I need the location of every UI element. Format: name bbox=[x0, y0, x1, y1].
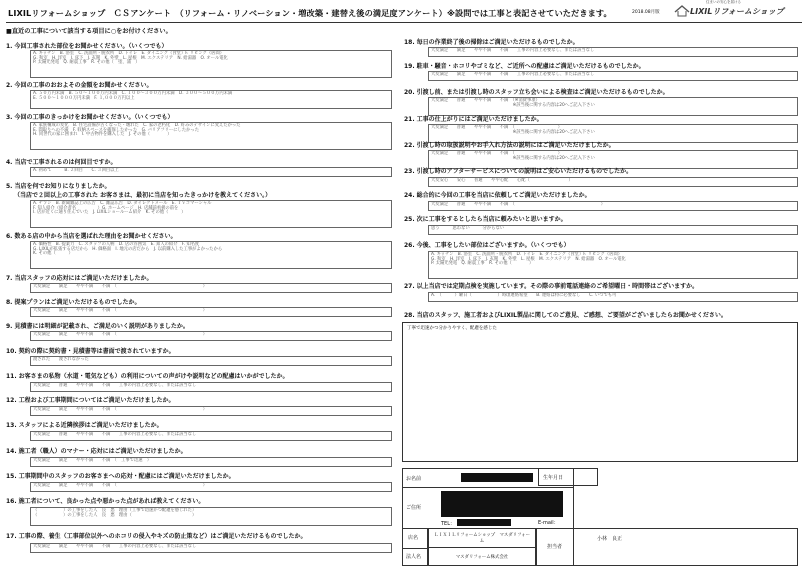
question-5: 5. 当店を何でお知りになりましたか。 bbox=[6, 183, 111, 190]
answer-2[interactable]: A. ５０万円未満 B. ５０～１００万円未満 C. １００～３００万円未満 D. ３００～５００万円未満 E. ５００～１０００万円未満 F. １,０００万円以上 bbox=[30, 90, 392, 109]
question-26: 26. 今後、工事をしたい部位はございますか。（いくつでも） bbox=[404, 242, 570, 249]
house-logo-icon bbox=[674, 4, 690, 18]
answer-23[interactable]: 大変安心 安心 普通 やや心配 心配（ ） bbox=[428, 177, 798, 187]
comment-box[interactable] bbox=[402, 322, 798, 462]
question-28: 28. 当店のスタッフ、施工者およびLIXIL製品に関してのご意見、ご感想、ご要望がございましたらお聞かせください。 bbox=[404, 312, 727, 319]
answer-19[interactable]: 大変満足 満足 やや不満 不満 工事の内容上必要なし、または該当なし bbox=[428, 71, 798, 81]
shop-info bbox=[428, 528, 536, 566]
answer-5[interactable]: A. チラシ B. 新聞雑誌上の広告 C. 雑誌広告 D. ダイレクトメール E. ＴＶコマーシャル F. 知人紹介（紹介者名 ）G. ホームページ H. 店舗前看板の前を I. 店が近くに通り住んでいた J. LIXILショールーム紹介 K. その他（ ） bbox=[30, 200, 392, 228]
shop-label: 店名 bbox=[408, 535, 419, 541]
answer-15[interactable]: 大変満足 満足 やや不満 不満 （ ） bbox=[30, 482, 392, 492]
question-22: 22. 引渡し時の取扱説明やお手入れ方法の説明にはご満足いただけましたか。 bbox=[404, 142, 615, 149]
birthdate-field[interactable] bbox=[538, 468, 598, 486]
shop-name: ＬＩＸＩＬリフォームショップ マスダリフォーム bbox=[429, 529, 535, 548]
survey-intro: ■直近の工事について該当する項目に○をお付けください。 bbox=[6, 28, 172, 35]
name-redacted bbox=[461, 473, 533, 482]
logo-name: LIXILリフォームショップ bbox=[690, 7, 784, 16]
answer-12[interactable]: 大変満足 満足 やや不満 不満 （ ） bbox=[30, 406, 392, 416]
header-divider bbox=[6, 22, 802, 23]
brand-logo bbox=[672, 0, 800, 20]
question-13: 13. スタッフによる近隣挨拶はご満足いただけましたか。 bbox=[6, 422, 163, 429]
question-27: 27. 以上当店では定期点検を実施しています。その際の事前電話連絡のご希望曜日・時間帯はございますか。 bbox=[404, 283, 699, 290]
answer-18[interactable]: 大変満足 満足 やや不満 不満 工事の内容上必要なし、または該当なし bbox=[428, 47, 798, 57]
name-row-divider bbox=[403, 487, 573, 488]
question-1: 1. 今回工事された部位をお聞かせください。（いくつでも） bbox=[6, 43, 168, 50]
answer-3[interactable]: A. 家族構成の変化 B. 住宅設備が古くなった・壊れた C. 家の老朽化 D. 好みのデザインに変えたかった E. 間取りへの不満 F. 収納スペースを確保したかった G. バリアフリーにしたかった H. 同世代の家に囲まれ I. 中古物件を購入した J. その他（ ） bbox=[30, 122, 392, 150]
tel-redacted bbox=[457, 519, 511, 526]
email-label: E-mail： bbox=[538, 520, 559, 526]
answer-27[interactable]: A. （ ）曜日（ ）時頃連絡希望 B. 連絡は特に必要なし C. いつでも可 bbox=[428, 292, 798, 302]
question-12: 12. 工程および工事期間についてはご満足いただけましたか。 bbox=[6, 397, 175, 404]
tel-label: TEL： bbox=[441, 521, 455, 527]
answer-4[interactable]: A. 初めて B. ２回目 C. ３回目以上 bbox=[30, 167, 392, 177]
question-5-note: （当店で２回以上の工事された お客さまは、最初に当店を知ったきっかけを教えてください。） bbox=[14, 192, 272, 199]
question-17: 17. 工事の際、養生（工事部位以外へのホコリの侵入やキズの防止策など）はご満足いただけるものでしたか。 bbox=[6, 533, 307, 540]
question-25: 25. 次に工事をするとしたら当店に頼みたいと思いますか。 bbox=[404, 216, 567, 223]
question-11: 11. お客さまの私物（水道・電気なども）の利用についての声がけや説明などの配慮はいかがでしたか。 bbox=[6, 373, 289, 380]
address-redacted bbox=[441, 491, 563, 517]
question-2: 2. 今回の工事のおおよその金額をお聞かせください。 bbox=[6, 82, 153, 89]
answer-9[interactable]: 大変満足 満足 やや不満 不満 （ ） bbox=[30, 331, 392, 341]
address-label: ご住所 bbox=[406, 505, 422, 511]
answer-10[interactable]: 渡された 渡されなかった bbox=[30, 356, 392, 366]
answer-14[interactable]: 大変満足 満足 やや不満 不満 （ 工事で迅速 ） bbox=[30, 457, 392, 467]
question-3: 3. 今回の工事のきっかけをお聞かせください。（いくつでも） bbox=[6, 114, 174, 121]
question-9: 9. 見積書には明細が記載され、ご満足のいく説明がありましたか。 bbox=[6, 323, 189, 330]
question-4: 4. 当店で工事されるのは何回目ですか。 bbox=[6, 159, 117, 166]
answer-17[interactable]: 大変満足 満足 やや不満 不満 工事の内容上必要なし、または該当なし bbox=[30, 543, 392, 553]
version-date: 2018.08月版 bbox=[632, 10, 660, 15]
staff-box bbox=[536, 528, 798, 566]
question-8: 8. 提案プランはご満足いただけるものでしたか。 bbox=[6, 299, 141, 306]
shop-label-cell bbox=[402, 528, 428, 566]
question-15: 15. 工事期間中のスタッフのお客さまへの応対・配慮にはご満足いただけましたか。 bbox=[6, 473, 235, 480]
question-10: 10. 契約の際に契約書・見積書等は書面で渡されていますか。 bbox=[6, 348, 175, 355]
shop-cell-divider bbox=[403, 548, 427, 549]
question-18: 18. 毎日の作業終了後の掃除はご満足いただけるものでしたか。 bbox=[404, 39, 579, 46]
answer-13[interactable]: 大変満足 普通 やや不満 不満 工事の内容上必要なし、または該当なし bbox=[30, 431, 392, 441]
company-name: マスダリフォーム株式会社 bbox=[455, 555, 509, 560]
answer-6[interactable]: A. 価格性 B. 提案力 C. スタッフの人柄 D. 店の雰囲気 E. 知人の紹介 F. 知名度 G. LIXILが拡張する店だから H. 価格面 I. 地元の店だから J. 以前購入した工事がよかったから K. その他（ ） bbox=[30, 241, 392, 269]
answer-22[interactable]: 大変満足 普通 やや不満 不満 （ ） ※該当後に関する内容は20へご記入下さい bbox=[428, 150, 798, 169]
birth-label: 生年月日 bbox=[543, 475, 564, 481]
answer-16[interactable]: （ ）の工事をした人 良 悪 理由（工事で迅速かつ配慮を感じれた） （ ）の工事をした人 良 悪 理由（ ） bbox=[30, 507, 392, 526]
question-21: 21. 工事の仕上がりにはご満足いただけましたか。 bbox=[404, 116, 543, 123]
question-23: 23. 引渡し時のアフターサービスについての説明はご安心いただけるものでしたか。 bbox=[404, 168, 633, 175]
logo-tagline: 住まいの安心を届ける bbox=[706, 0, 741, 4]
answer-25[interactable]: 思う 思わない 分からない bbox=[428, 225, 798, 235]
question-14: 14. 施工者（職人）のマナー・応対にはご満足いただけましたか。 bbox=[6, 448, 187, 455]
answer-21[interactable]: 大変満足 普通 やや不満 不満 （ ） ※該当後に関する内容は20へご記入下さい bbox=[428, 124, 798, 143]
answer-26[interactable]: A. キッチン B. 浴室 C. 洗面所・脱衣所 D. トイレ E. ダイニング（食堂）F. リビング（居間） G. 和室 H. 洋室 I. 床下 J. 玄関 K. 外壁 L. 屋根 M. エクステリア N. 給湯器 O. オール電化 P. 太陽光発電 Q. 耐震工事 R. その他（ ） bbox=[428, 251, 798, 279]
staff-name: 小林 良正 bbox=[597, 536, 623, 542]
question-24: 24. 総合的に今回の工事を当店に依頼してご満足いただけましたか。 bbox=[404, 192, 591, 199]
staff-label: 担当者 bbox=[547, 544, 563, 550]
staff-divider bbox=[573, 529, 574, 565]
company-label: 法人名 bbox=[406, 554, 422, 560]
question-16: 16. 施工者について、良かった点や悪かった点があれば教えてください。 bbox=[6, 498, 205, 505]
answer-24[interactable]: 大変満足 普通 やや不満 不満 （ ） bbox=[428, 201, 798, 211]
name-label: お名前 bbox=[406, 476, 422, 482]
question-20: 20. 引渡し前、または引渡し時のスタッフ立ち会いによる検査はご満足いただけるものでしたか。 bbox=[404, 89, 669, 96]
answer-7[interactable]: 大変満足 満足 やや不満 不満 （ ） bbox=[30, 283, 392, 293]
question-19: 19. 駐車・騒音・ホコリやゴミなど、ご近所への配慮はご満足いただけるものでしたか。 bbox=[404, 63, 645, 70]
answer-8[interactable]: 大変満足 満足 やや不満 不満 （ ） bbox=[30, 307, 392, 317]
question-6: 6. 数ある店の中から当店を選ばれた理由をお聞かせください。 bbox=[6, 233, 177, 240]
answer-11[interactable]: 大変満足 普通 やや不満 不満 工事の内容上必要なし、または該当なし bbox=[30, 382, 392, 392]
question-7: 7. 当店スタッフの応対にはご満足いただけましたか。 bbox=[6, 275, 153, 282]
survey-title: LIXILリフォームショップ ＣＳアンケート （リフォーム・リノベーション・増改築・建替え後の満足度アンケート）※設問では工事と表記させていただきます。 bbox=[8, 8, 612, 18]
answer-1[interactable]: A. キッチン B. 浴室 C. 洗面所・脱衣所 D. トイレ E. ダイニング（食堂）F. リビング（居間） G. 和室 H. 洋室 I. 床下 J. 玄関 K. 外壁 L. 屋根 M. エクステリア N. 給湯器 O. オール電化 P. 太陽光発電 Q. 耐震工事 R. その他（ 塗、浦 ） bbox=[30, 50, 392, 78]
answer-20[interactable]: 大変満足 普通 やや不満 不満 （※消費事項） ※該当後に関する内容は20へご記入下さい bbox=[428, 97, 798, 116]
comment-text: 丁寧で迅速かつ分かりやすく、配慮を感じた bbox=[407, 326, 497, 331]
